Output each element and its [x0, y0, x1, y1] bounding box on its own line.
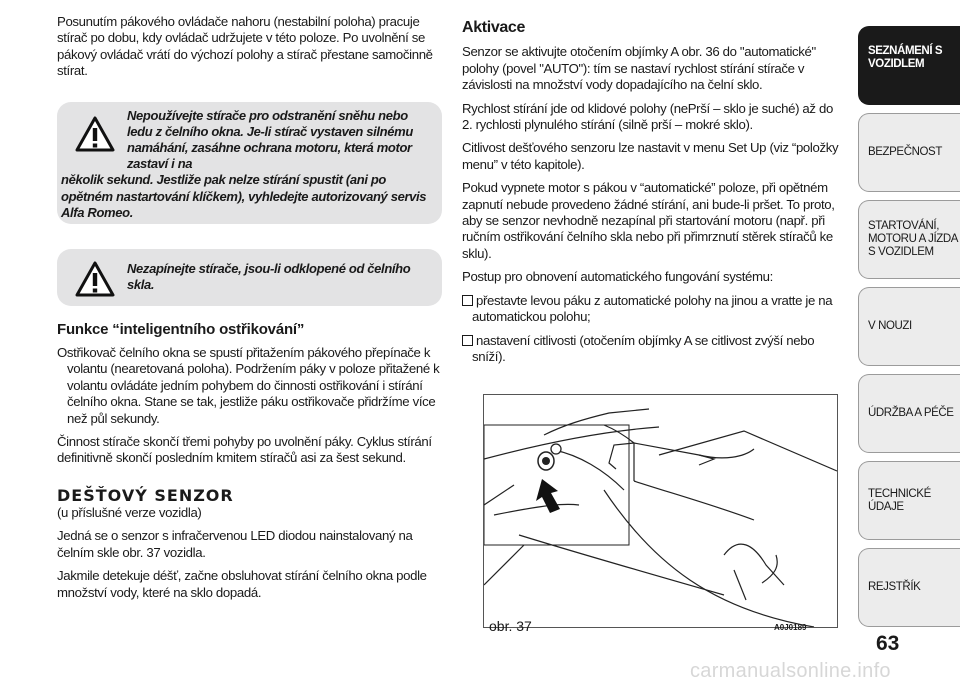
watermark: carmanualsonline.info: [690, 660, 891, 682]
activation-paragraph-2: Rychlost stírání jde od klidové polohy (nePrší – sklo je suché) až do 2. rychlosti plynulého stírání (silně prší – mokré sklo).: [462, 100, 833, 133]
intro-paragraph: Posunutím pákového ovládače nahoru (nestabilní poloha) pracuje stírač po dobu, kdy ovládač udržujete v této poloze. Po uvolnění se pákový ovládač vrátí do výchozí polohy a stírač přestane samočinně stírat.: [57, 14, 433, 79]
warning-box-snow: [57, 102, 442, 224]
bullet-text: přestavte levou páku z automatické polohy na jinou a vratte je na automatickou polohu;: [472, 292, 833, 325]
washer-paragraph-2: Činnost stírače skončí třemi pohyby po uvolnění páky. Cyklus stírání definitivně skončí posledním kmitem stíračů asi za šest sekund.: [57, 434, 432, 466]
activation-heading: Aktivace: [462, 19, 526, 36]
tab-label: V NOUZI: [868, 320, 912, 332]
tab-v-nouzi[interactable]: [858, 287, 960, 366]
tab-udrzba[interactable]: [858, 374, 960, 453]
washer-paragraph-1: Ostřikovač čelního okna se spustí přitažením pákového přepínače k volantu (nearetovaná poloha). Podržením páky v poloze přitažené k volantu ovládáte jedním pohybem do činnosti ostřikování i stírání čelního okna. Stane se tak, jestliže páku ostřikovače přidržíme více než půl sekundy.: [57, 345, 440, 426]
rain-sensor-heading: DEŠŤOVÝ SENZOR: [57, 485, 234, 505]
windshield-illustration: [484, 395, 837, 627]
bullet-item: [462, 293, 842, 326]
tab-technicke-udaje[interactable]: [858, 461, 960, 540]
tab-label: BEZPEČNOST: [868, 146, 942, 158]
washer-heading: Funkce “inteligentního ostřikování”: [57, 320, 305, 338]
rain-sensor-paragraph-2: Jakmile detekuje déšť, začne obsluhovat stírání čelního okna podle množství vody, které na sklo dopadá.: [57, 568, 427, 600]
tab-seznameni[interactable]: [858, 26, 960, 105]
warning-icon: [75, 261, 115, 297]
tab-label: STARTOVÁNÍ, MOTORU A JÍZDA S VOZIDLEM: [868, 220, 958, 258]
warning-text-1b: několik sekund. Jestliže pak nelze stírání spustit (ani po opětném nastartování klíčkem), vyhledejte autorizovaný servis Alfa Romeo.: [61, 172, 427, 220]
figure-code: A0J0189: [774, 623, 807, 632]
rain-sensor-icon: [538, 444, 561, 470]
right-column: [462, 20, 842, 372]
left-column: [57, 14, 442, 608]
bullet-text: nastavení citlivosti (otočením objímky A se citlivost zvýší nebo sníží).: [472, 332, 815, 364]
tab-label: TECHNICKÉ ÚDAJE: [868, 487, 931, 513]
warning-text-1: Nepoužívejte stírače pro odstranění sněhu nebo ledu z čelního okna. Je-li stírač vystaven silnému namáhání, zasáhne ochrana motoru, která motor zastaví i na: [127, 107, 413, 172]
checkbox-bullet-icon: [462, 335, 473, 346]
figure-caption: obr. 37: [489, 618, 532, 634]
tab-label: SEZNÁMENÍ S VOZIDLEM: [868, 45, 943, 70]
bullet-item: [462, 333, 842, 366]
checkbox-bullet-icon: [462, 295, 473, 306]
arrow-icon: [536, 479, 560, 513]
warning-icon: [75, 116, 115, 152]
rain-sensor-subtitle: (u příslušné verze vozidla): [57, 504, 202, 520]
page-number: 63: [876, 632, 900, 655]
activation-paragraph-4: Pokud vypnete motor s pákou v “automatické” poloze, při opětném zapnutí nebude provedeno žádné stírání, ani bude-li pršet. To proto, aby se senzor nevhodně nezapínal při startování motoru (např. při ručním ostřikování čelního skla nebo při přimrznutí stěrek stíračů ke sklu).: [462, 180, 835, 261]
warning-text-2: Nezapínejte stírače, jsou-li odklopené od čelního skla.: [127, 260, 411, 292]
chapter-tabs: [858, 26, 960, 635]
tab-bezpecnost[interactable]: [858, 113, 960, 192]
tab-startovani[interactable]: [858, 200, 960, 279]
rain-sensor-paragraph-1: Jedná se o senzor s infračervenou LED diodou nainstalovaný na čelním skle obr. 37 vozidla.: [57, 528, 413, 560]
figure-windshield-sensor: [483, 394, 838, 628]
warning-box-raised: [57, 249, 442, 306]
activation-paragraph-1: Senzor se aktivujte otočením objímky A obr. 36 do "automatické" polohy (povel "AUTO"): tím se nastaví rychlost stírání stírače v závislosti na množství vody dopadajícího na čelní sklo.: [462, 44, 816, 93]
tab-rejstrik[interactable]: [858, 548, 960, 627]
activation-paragraph-3: Citlivost dešťového senzoru lze nastavit v menu Set Up (viz “položky menu” v této kapitole).: [462, 140, 839, 172]
tab-label: ÚDRŽBA A PÉČE: [868, 407, 954, 419]
tab-label: REJSTŘÍK: [868, 581, 921, 593]
activation-paragraph-5: Postup pro obnovení automatického fungování systému:: [462, 269, 773, 285]
